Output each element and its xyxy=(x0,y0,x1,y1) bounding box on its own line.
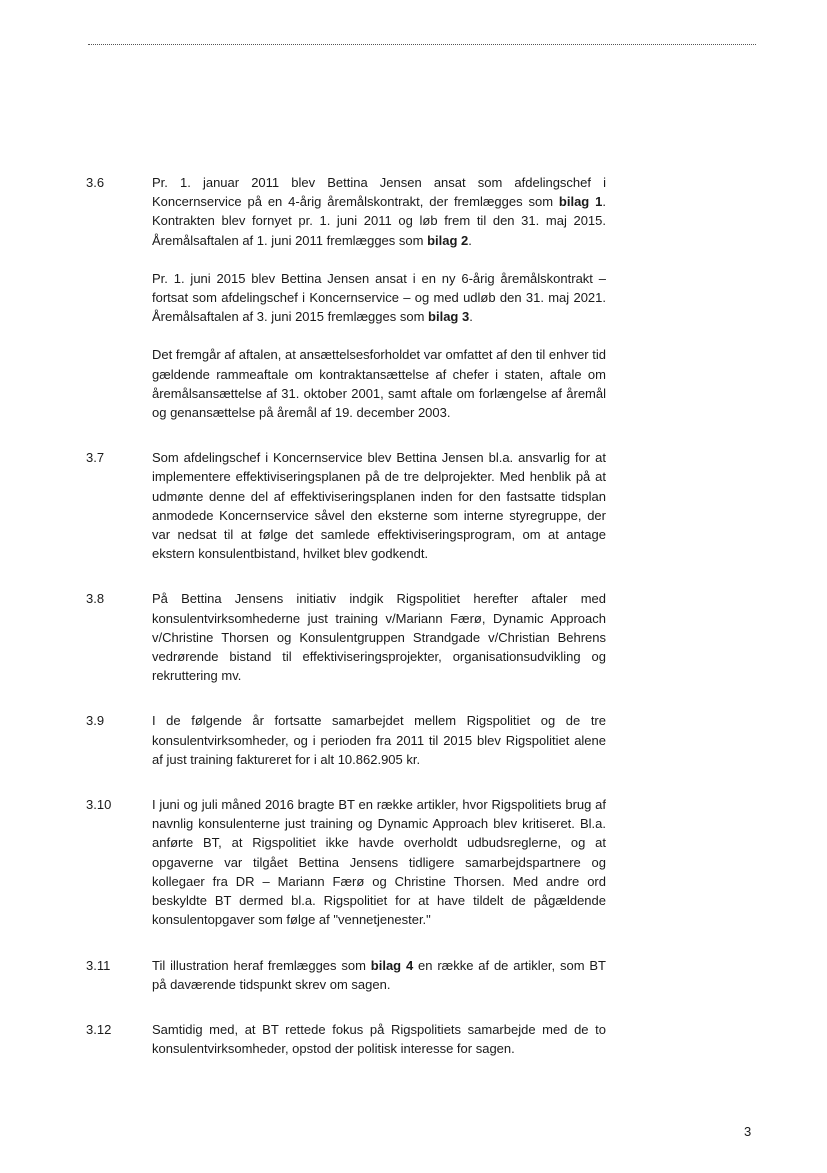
text-run: Det fremgår af aftalen, at ansættelsesforholdet var omfattet af den til enhver tid gældende rammeaftale om kontraktansættelse af chefer i staten, aftale om åremålsansættelse af 31. oktober 2001, samt aftale om forlængelse af åremål og genansættelse på åremål af 19. december 2003. xyxy=(152,347,606,421)
bold-reference: bilag 2 xyxy=(427,232,469,248)
text-run: . Kontrakten blev fornyet pr. 1. juni 2011 og løb frem til den 31. maj 2015. Åremålsaftalen af 1. juni 2011 fremlægges som xyxy=(152,194,606,248)
text-run: Samtidig med, at BT rettede fokus på Rigspolitiets samarbejde med de to konsulentvirksomheder, opstod der politisk interesse for sagen. xyxy=(152,1021,606,1057)
text-run: Pr. 1. januar 2011 blev Bettina Jensen ansat som afdelingschef i Koncernservice på en 4-årig åremålskontrakt, der fremlægges som xyxy=(152,175,606,210)
paragraph xyxy=(152,956,606,994)
section-number: 3.9 xyxy=(86,713,105,729)
paragraph xyxy=(152,173,606,250)
text-run: Pr. 1. juni 2015 blev Bettina Jensen ansat i en ny 6-årig åremålskontrakt – fortsat som afdelingschef i Koncernservice – og med udløb den 31. maj 2021. Åremålsaftalen af 3. juni 2015 fremlægges som xyxy=(152,270,606,325)
document-body xyxy=(0,160,827,1084)
bold-reference: bilag 1 xyxy=(558,194,603,210)
text-run: På Bettina Jensens initiativ indgik Rigspolitiet herefter aftaler med konsulentvirksomhederne just training v/Mariann Færø, Dynamic Approach v/Christine Thorsen og Konsulentgruppen Strandgade v/Christian Behrens vedrørende bistand til effektiviseringsprojekter, organisationsudvikling og rekruttering mv. xyxy=(152,591,606,684)
section-3-10 xyxy=(0,795,827,929)
page-number: 3 xyxy=(744,1124,752,1139)
paragraph xyxy=(152,589,606,685)
header-dotted-rule xyxy=(88,44,756,45)
text-run: I de følgende år fortsatte samarbejdet mellem Rigspolitiet og de tre konsulentvirksomheder, og i perioden fra 2011 til 2015 blev Rigspolitiet alene af just training faktureret for i alt 10.862.905 kr. xyxy=(152,713,606,767)
section-3-7 xyxy=(0,448,827,563)
section-number: 3.8 xyxy=(86,591,105,607)
text-run: . xyxy=(469,309,473,325)
section-number: 3.6 xyxy=(86,175,105,190)
text-run: I juni og juli måned 2016 bragte BT en række artikler, hvor Rigspolitiets brug af navnlig konsulenterne just training og Dynamic Approach blev kritiseret. Bl.a. anførte BT, at Rigspolitiet ikke havde overholdt udbudsreglerne, og at opgaverne var tilgået Bettina Jensens tidligere samarbejdspartnere og kollegaer fra DR – Mariann Færø og Christine Thorsen. Med andre ord beskyldte BT dermed bl.a. Rigspolitiet for at have tildelt de pågældende konsulentopgaver som følge af "vennetjenester." xyxy=(152,797,606,928)
section-3-9 xyxy=(0,711,827,769)
section-3-8 xyxy=(0,589,827,685)
paragraph xyxy=(152,448,606,563)
bold-reference: bilag 3 xyxy=(428,309,470,325)
bold-reference: bilag 4 xyxy=(370,957,414,973)
paragraph xyxy=(152,711,606,769)
section-3-11 xyxy=(0,956,827,994)
section-number: 3.10 xyxy=(86,797,112,813)
section-number: 3.11 xyxy=(86,957,111,973)
paragraph xyxy=(152,269,606,327)
paragraph xyxy=(152,795,606,929)
section-number: 3.7 xyxy=(86,450,105,466)
text-run: en række af de artikler, som BT på daværende tidspunkt skrev om sagen. xyxy=(152,957,606,992)
paragraph xyxy=(152,345,606,422)
text-run: . xyxy=(468,232,472,248)
paragraph xyxy=(152,1020,606,1058)
section-number: 3.12 xyxy=(86,1021,112,1037)
section-3-12 xyxy=(0,1020,827,1058)
text-run: Til illustration heraf fremlægges som xyxy=(152,957,371,973)
section-3-6 xyxy=(0,173,827,422)
text-run: Som afdelingschef i Koncernservice blev Bettina Jensen bl.a. ansvarlig for at implementere effektiviseringsplanen på de tre delprojekter. Med henblik på at udmønte denne del af effektiviseringsplanen inden for den fastsatte tidsplan anmodede Koncernservice såvel den eksterne som interne styregruppe, der var nedsat til at følge det samlede effektiviseringsprogram, om at antage ekstern konsulentbistand, hvilket blev godkendt. xyxy=(152,450,606,562)
